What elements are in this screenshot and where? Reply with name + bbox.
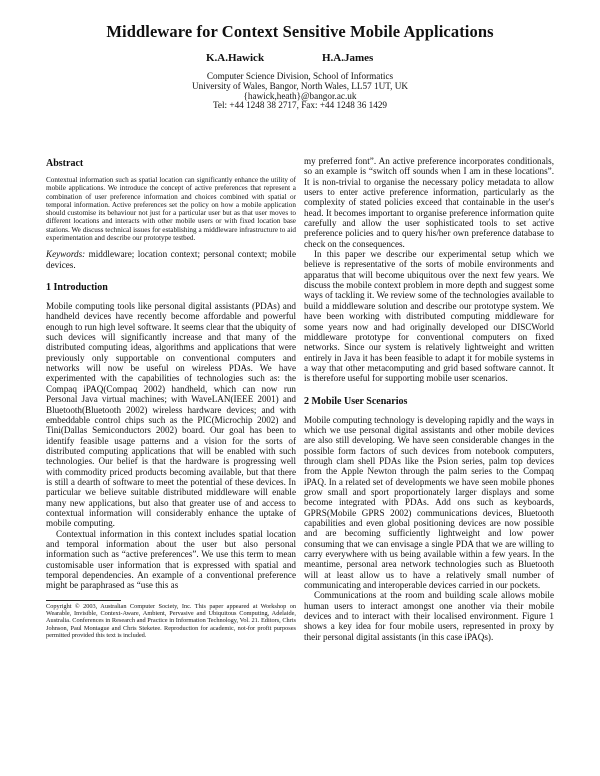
abstract-heading: Abstract — [46, 158, 84, 169]
section-heading-introduction: 1 Introduction — [46, 282, 108, 294]
right-column — [304, 156, 554, 642]
body-paragraph: my preferred font”. An active preference incorporates conditionals, so an example is “switch off sounds when I am in these locations”. It is non-trivial to organise the necessary policy metadata to allow users to enter active preference information, particularly as the complexity of stated policies exceed that containable in the user's head. It becomes important to organise preference information quite carefully and allow the user sophisticated tools to set active preference policies and to query his/her own preference database to check on the consequences. — [304, 156, 554, 249]
contact-phone-fax: Tel: +44 1248 38 2717, Fax: +44 1248 36 1429 — [212, 100, 388, 111]
body-paragraph: Communications at the room and building scale allows mobile human users to interact amongst one another via their mobile devices and to interact with their localised environment. Figure 1 shows a key idea for four mobile users, represented in proxy by their personal digital assistants (in this case iPAQs). — [304, 590, 554, 642]
section-heading-mobile-user-scenarios: 2 Mobile User Scenarios — [304, 395, 408, 407]
body-paragraph: Mobile computing tools like personal digital assistants (PDAs) and handheld devices have recently become affordable and powerful enough to run high level software. It seems clear that the ubiquity of such devices will significantly increase and that many of the distributed computing ideas, algorithms and applications that were previously only supportable on conventional computers and networks will now be useful on wireless PDAs. We have experimented with the capabilities of technologies such as: the Compaq iPAQ(Compaq 2002) handheld, which can now run Personal Java virtual machines; with WaveLAN(IEEE 2001) and Bluetooth(Bluetooth 2002) wireless hardware devices; and with embeddable control chips such as the PIC(Microchip 2002) and Tini(Dallas Semiconductors 2002) board. Our goal has been to identify feasible usage patterns and a vision for the sorts of distributed computing applications that will be enabled with such technologies. Our belief is that the hardware is progressing well with commodity priced products becoming available, but that there is still a dearth of software to meet the potential of these devices. In particular we believe suitable distributed middleware will enable many new applications, but also that greater use of and access to contextual information will considerably enhance the uptake of mobile computing. — [46, 301, 296, 529]
keywords-label: Keywords: — [46, 249, 86, 260]
left-column — [46, 158, 296, 639]
body-paragraph: Contextual information in this context includes spatial location and temporal information about the user but also personal information such as “active preferences”. We use this term to mean customisable user information that is expressed with spatial and temporal dependencies. An example of a conventional preference might be paraphrased as “use this as — [46, 528, 296, 591]
keywords — [46, 249, 296, 270]
copyright-notice: Copyright © 2003, Australian Computer Society, Inc. This paper appeared at Workshop on Wearable, Invisible, Context-Aware, Ambient, Pervasive and Ubiquitous Computing, Adelaide, Australia. Conferences in Research and Practice in Information Technology, Vol. 21. Editors, Chris Johnson, Paul Montague and Chris Steketee. Reproduction for academic, not-for profit purposes permitted provided this text is included. — [46, 602, 296, 639]
affiliation-line: University of Wales, Bangor, North Wales, LL57 1UT, UK — [191, 80, 409, 91]
affiliation-line: Computer Science Division, School of Informatics — [206, 71, 394, 81]
author-name: H.A.James — [322, 52, 374, 64]
keywords-text: middleware; location context; personal context; mobile devices. — [46, 249, 297, 270]
author-name: K.A.Hawick — [206, 52, 265, 64]
paper-title: Middleware for Context Sensitive Mobile Applications — [106, 22, 494, 41]
body-paragraph: In this paper we describe our experimental setup which we believe is representative of the sorts of mobile environments and apparatus that will become ubiquitous over the next few years. We discuss the mobile context problem in more depth and suggest some ways of tackling it. We review some of the technologies available to build a middleware solution and describe our prototype system. We have been working with distributed computing middleware for some years now and had originally developed our DISCWorld middleware prototype for conventional computers on fixed networks. Since our system is relatively lightweight and written entirely in Java it has been feasible to adapt it for mobile systems in a way that other metacomputing and grid based software cannot. It is therefore useful for supporting mobile user scenarios. — [304, 249, 554, 384]
body-paragraph: Mobile computing technology is developing rapidly and the ways in which we use personal digital assistants and other mobile devices are also still developing. We have seen considerable changes in the possible form factors of such devices from notebook computers, through clam shell PDAs like the Psion series, palm top devices from the Apple Newton through the palm series to the Compaq iPAQ. In a related set of developments we have seen mobile phones grow small and sport proportionately larger displays and some become integrated with PDAs. Add ons such as keyboards, GPRS(Mobile GPRS 2002) communications devices, Bluetooth capabilities and even global positioning devices are now possible and are becoming sufficiently lightweight and low power consuming that we can envisage a single PDA that we are willing to carry everywhere with us being available within a few years. In the meantime, personal area network technologies such as Bluetooth will at least allow us to have a relatively small number of communicating and interoperable devices carried in our pockets. — [304, 414, 554, 591]
affiliation-block — [0, 72, 600, 111]
abstract-text: Contextual information such as spatial location can significantly enhance the utility of mobile applications. We introduce the concept of active preferences that represent a combination of user preference information and choices combined with spatial or temporal information. Active preferences set the policy on how a mobile application should customise its behaviour not just for a particular user but as that user moves to different locations and interacts with other mobile users or with fixed location base stations. We discuss technical issues for establishing a middleware infrastructure to aid experimentation and describe our prototype testbed. — [46, 176, 296, 243]
author-emails: {hawick,heath}@bangor.ac.uk — [243, 90, 357, 101]
